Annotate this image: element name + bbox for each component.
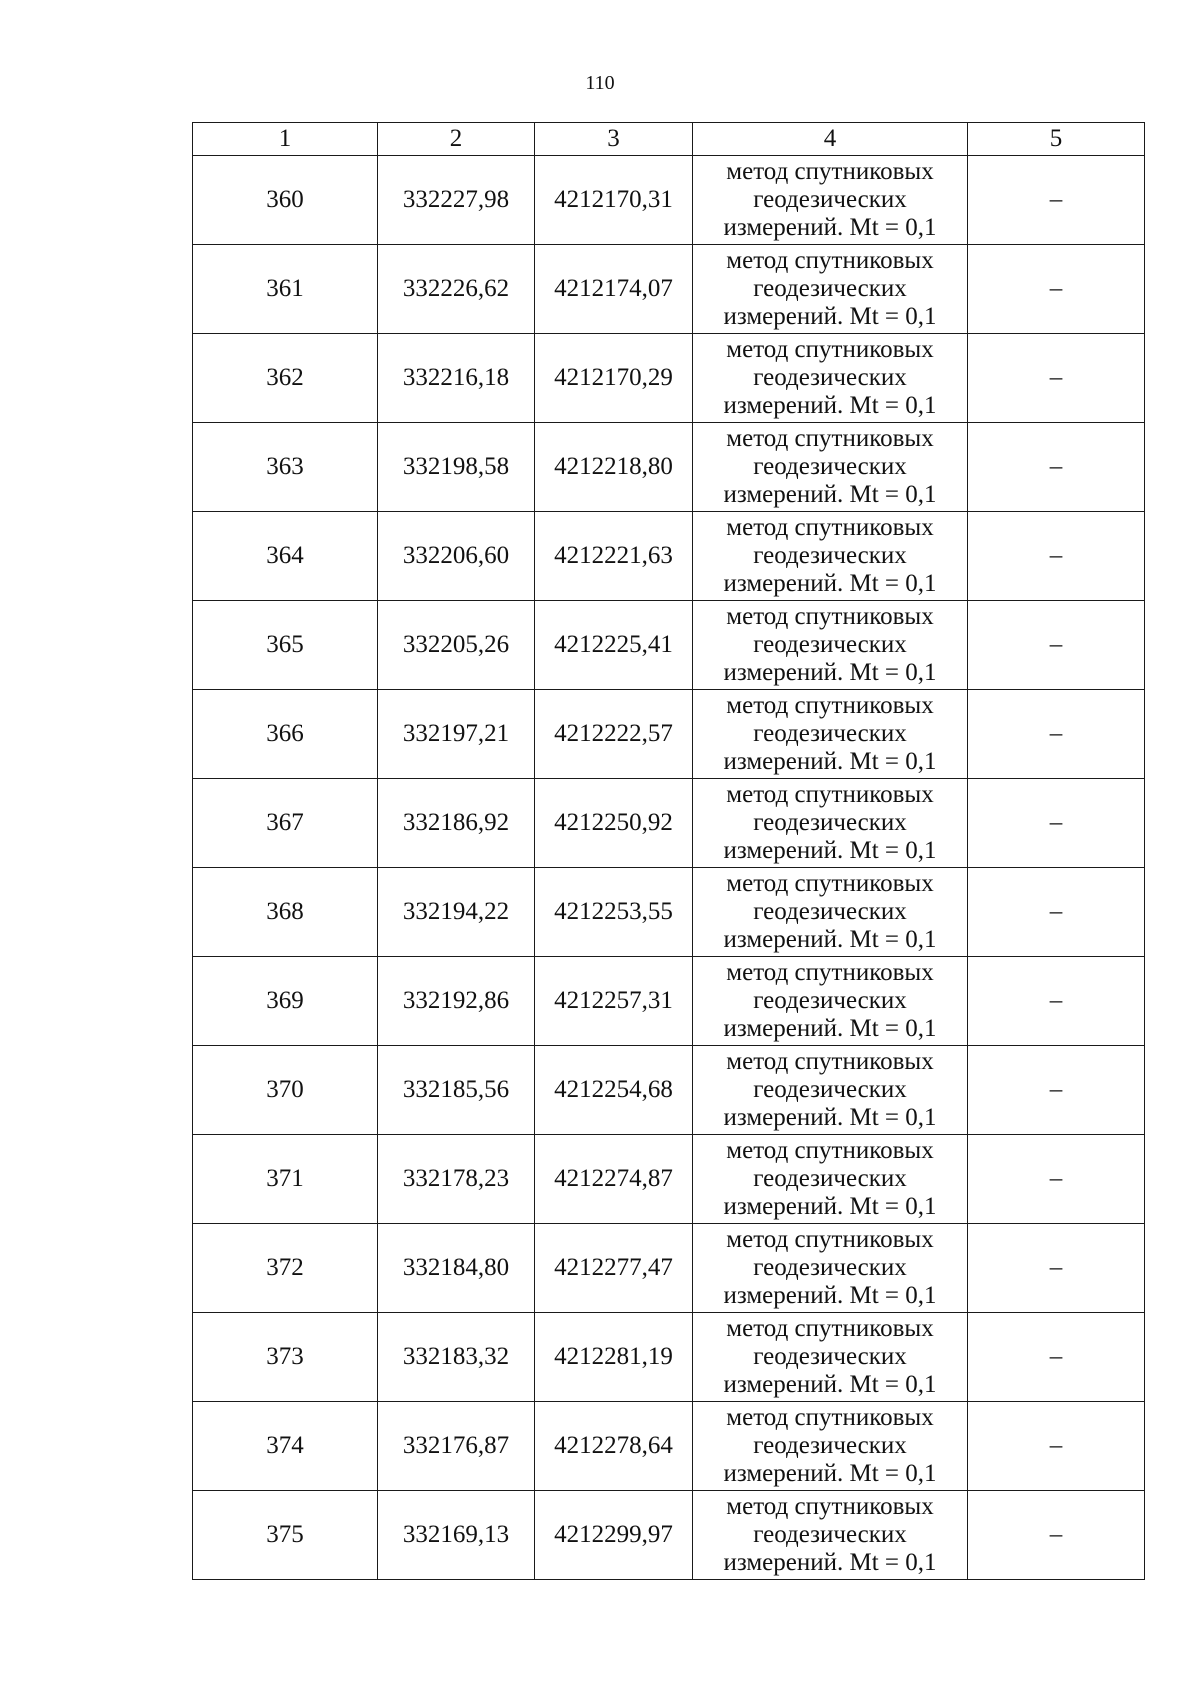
table-row (193, 156, 1145, 245)
table-row (193, 1402, 1145, 1491)
column-header-3: 3 (535, 123, 693, 156)
note-cell: – (968, 334, 1145, 423)
method-cell: метод спутниковых геодезических измерений. Mt = 0,1 (693, 156, 968, 245)
point-number-cell: 363 (193, 423, 378, 512)
y-coordinate-cell: 4212174,07 (535, 245, 693, 334)
column-header-1: 1 (193, 123, 378, 156)
point-number-cell: 369 (193, 957, 378, 1046)
method-cell: метод спутниковых геодезических измерений. Mt = 0,1 (693, 957, 968, 1046)
y-coordinate-cell: 4212253,55 (535, 868, 693, 957)
y-coordinate-cell: 4212250,92 (535, 779, 693, 868)
note-cell: – (968, 1046, 1145, 1135)
table-row (193, 601, 1145, 690)
point-number-cell: 370 (193, 1046, 378, 1135)
note-cell: – (968, 1135, 1145, 1224)
method-cell: метод спутниковых геодезических измерений. Mt = 0,1 (693, 779, 968, 868)
method-cell: метод спутниковых геодезических измерений. Mt = 0,1 (693, 334, 968, 423)
x-coordinate-cell: 332194,22 (378, 868, 535, 957)
column-header-4: 4 (693, 123, 968, 156)
point-number-cell: 375 (193, 1491, 378, 1580)
point-number-cell: 360 (193, 156, 378, 245)
note-cell: – (968, 1402, 1145, 1491)
x-coordinate-cell: 332169,13 (378, 1491, 535, 1580)
method-cell: метод спутниковых геодезических измерений. Mt = 0,1 (693, 690, 968, 779)
y-coordinate-cell: 4212170,31 (535, 156, 693, 245)
method-cell: метод спутниковых геодезических измерений. Mt = 0,1 (693, 423, 968, 512)
x-coordinate-cell: 332206,60 (378, 512, 535, 601)
note-cell: – (968, 245, 1145, 334)
y-coordinate-cell: 4212170,29 (535, 334, 693, 423)
x-coordinate-cell: 332184,80 (378, 1224, 535, 1313)
note-cell: – (968, 601, 1145, 690)
column-header-5: 5 (968, 123, 1145, 156)
note-cell: – (968, 1224, 1145, 1313)
point-number-cell: 371 (193, 1135, 378, 1224)
x-coordinate-cell: 332198,58 (378, 423, 535, 512)
y-coordinate-cell: 4212274,87 (535, 1135, 693, 1224)
y-coordinate-cell: 4212222,57 (535, 690, 693, 779)
x-coordinate-cell: 332227,98 (378, 156, 535, 245)
note-cell: – (968, 156, 1145, 245)
note-cell: – (968, 1313, 1145, 1402)
table-header-row (193, 123, 1145, 156)
method-cell: метод спутниковых геодезических измерений. Mt = 0,1 (693, 1491, 968, 1580)
column-header-2: 2 (378, 123, 535, 156)
table-row (193, 245, 1145, 334)
y-coordinate-cell: 4212277,47 (535, 1224, 693, 1313)
method-cell: метод спутниковых геодезических измерений. Mt = 0,1 (693, 1313, 968, 1402)
point-number-cell: 373 (193, 1313, 378, 1402)
point-number-cell: 362 (193, 334, 378, 423)
point-number-cell: 367 (193, 779, 378, 868)
point-number-cell: 361 (193, 245, 378, 334)
table-row (193, 1135, 1145, 1224)
y-coordinate-cell: 4212299,97 (535, 1491, 693, 1580)
y-coordinate-cell: 4212218,80 (535, 423, 693, 512)
note-cell: – (968, 957, 1145, 1046)
table-row (193, 690, 1145, 779)
table-row (193, 957, 1145, 1046)
x-coordinate-cell: 332178,23 (378, 1135, 535, 1224)
point-number-cell: 366 (193, 690, 378, 779)
y-coordinate-cell: 4212281,19 (535, 1313, 693, 1402)
coordinates-table (192, 122, 1145, 1580)
method-cell: метод спутниковых геодезических измерений. Mt = 0,1 (693, 1046, 968, 1135)
point-number-cell: 374 (193, 1402, 378, 1491)
table-row (193, 1046, 1145, 1135)
point-number-cell: 365 (193, 601, 378, 690)
method-cell: метод спутниковых геодезических измерений. Mt = 0,1 (693, 1402, 968, 1491)
method-cell: метод спутниковых геодезических измерений. Mt = 0,1 (693, 245, 968, 334)
table-row (193, 779, 1145, 868)
y-coordinate-cell: 4212278,64 (535, 1402, 693, 1491)
note-cell: – (968, 868, 1145, 957)
table-row (193, 512, 1145, 601)
x-coordinate-cell: 332216,18 (378, 334, 535, 423)
table-row (193, 423, 1145, 512)
y-coordinate-cell: 4212225,41 (535, 601, 693, 690)
note-cell: – (968, 423, 1145, 512)
y-coordinate-cell: 4212254,68 (535, 1046, 693, 1135)
x-coordinate-cell: 332192,86 (378, 957, 535, 1046)
method-cell: метод спутниковых геодезических измерений. Mt = 0,1 (693, 1224, 968, 1313)
table-body (193, 156, 1145, 1580)
x-coordinate-cell: 332205,26 (378, 601, 535, 690)
point-number-cell: 368 (193, 868, 378, 957)
table-row (193, 334, 1145, 423)
y-coordinate-cell: 4212221,63 (535, 512, 693, 601)
note-cell: – (968, 1491, 1145, 1580)
x-coordinate-cell: 332197,21 (378, 690, 535, 779)
point-number-cell: 372 (193, 1224, 378, 1313)
point-number-cell: 364 (193, 512, 378, 601)
x-coordinate-cell: 332183,32 (378, 1313, 535, 1402)
method-cell: метод спутниковых геодезических измерений. Mt = 0,1 (693, 868, 968, 957)
table-row (193, 1224, 1145, 1313)
table-row (193, 1491, 1145, 1580)
x-coordinate-cell: 332186,92 (378, 779, 535, 868)
table-row (193, 1313, 1145, 1402)
method-cell: метод спутниковых геодезических измерений. Mt = 0,1 (693, 512, 968, 601)
method-cell: метод спутниковых геодезических измерений. Mt = 0,1 (693, 1135, 968, 1224)
x-coordinate-cell: 332185,56 (378, 1046, 535, 1135)
method-cell: метод спутниковых геодезических измерений. Mt = 0,1 (693, 601, 968, 690)
x-coordinate-cell: 332176,87 (378, 1402, 535, 1491)
page-number: 110 (585, 72, 615, 94)
note-cell: – (968, 690, 1145, 779)
table-row (193, 868, 1145, 957)
note-cell: – (968, 512, 1145, 601)
note-cell: – (968, 779, 1145, 868)
y-coordinate-cell: 4212257,31 (535, 957, 693, 1046)
x-coordinate-cell: 332226,62 (378, 245, 535, 334)
